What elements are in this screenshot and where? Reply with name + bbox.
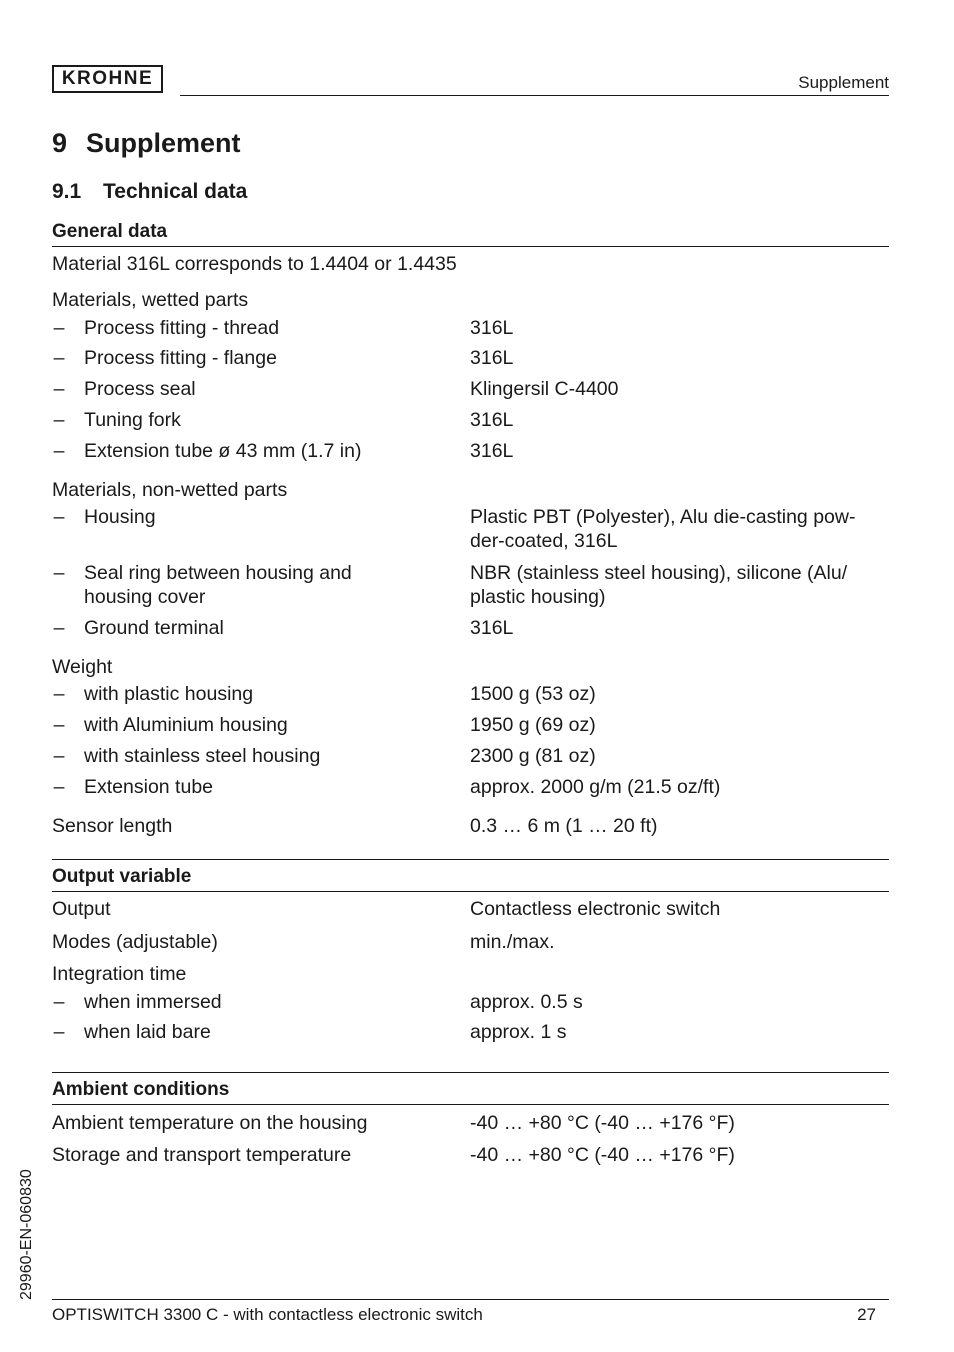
item-value-line-1: NBR (stainless steel housing), silicone (Alu/ xyxy=(470,562,848,584)
list-dash: – xyxy=(53,317,65,339)
item-value-line-2: plastic housing) xyxy=(470,586,606,608)
footer-product: OPTISWITCH 3300 C - with contactless electronic switch xyxy=(52,1305,483,1324)
list-dash: – xyxy=(53,683,65,705)
nonwetted-parts-title: Materials, non-wetted parts xyxy=(52,479,288,501)
list-dash: – xyxy=(53,506,65,528)
output-variable-rule xyxy=(52,891,889,892)
list-dash: – xyxy=(53,991,65,1013)
modes-value: min./max. xyxy=(470,931,555,953)
ambient-conditions-rule xyxy=(52,1104,889,1105)
list-dash: – xyxy=(53,409,65,431)
general-data-heading: General data xyxy=(52,221,168,242)
item-label: with plastic housing xyxy=(84,683,254,705)
item-value: 1950 g (69 oz) xyxy=(470,714,596,736)
output-value: Contactless electronic switch xyxy=(470,898,721,920)
list-item xyxy=(52,505,889,553)
item-label: with Aluminium housing xyxy=(84,714,288,736)
general-data-rule xyxy=(52,246,889,247)
item-value: 316L xyxy=(470,347,514,369)
modes-label: Modes (adjustable) xyxy=(52,931,218,953)
krohne-logo xyxy=(52,65,163,93)
output-label: Output xyxy=(52,898,111,920)
sensor-length-value: 0.3 … 6 m (1 … 20 ft) xyxy=(470,815,658,837)
item-value: approx. 0.5 s xyxy=(470,991,583,1013)
list-dash: – xyxy=(53,440,65,462)
output-variable-heading: Output variable xyxy=(52,866,192,887)
item-value: 1500 g (53 oz) xyxy=(470,683,596,705)
section-title: Technical data xyxy=(103,180,248,203)
weight-title: Weight xyxy=(52,656,113,678)
ambient-conditions-heading: Ambient conditions xyxy=(52,1079,230,1100)
item-value: approx. 1 s xyxy=(470,1021,567,1043)
row-label: Ambient temperature on the housing xyxy=(52,1112,368,1134)
list-dash: – xyxy=(53,776,65,798)
item-label: Extension tube ø 43 mm (1.7 in) xyxy=(84,440,362,462)
item-value: 2300 g (81 oz) xyxy=(470,745,596,767)
list-dash: – xyxy=(53,617,65,639)
chapter-number: 9 xyxy=(52,128,68,158)
list-dash: – xyxy=(53,378,65,400)
item-label: Ground terminal xyxy=(84,617,224,639)
section-heading xyxy=(52,180,247,204)
item-value: 316L xyxy=(470,409,514,431)
sensor-length-label: Sensor length xyxy=(52,815,173,837)
item-value: 316L xyxy=(470,317,514,339)
footer-rule xyxy=(52,1299,889,1300)
item-label: Process seal xyxy=(84,378,196,400)
item-label: with stainless steel housing xyxy=(84,745,321,767)
ambient-conditions-top-rule xyxy=(52,1072,889,1073)
list-item xyxy=(52,561,889,609)
item-label: Process fitting - thread xyxy=(84,317,280,339)
chapter-heading xyxy=(52,128,241,159)
wetted-parts-title: Materials, wetted parts xyxy=(52,289,249,311)
row-label: Storage and transport temperature xyxy=(52,1144,352,1166)
row-value: -40 … +80 °C (-40 … +176 °F) xyxy=(470,1112,735,1134)
item-value-line-2: der-coated, 316L xyxy=(470,530,618,552)
item-label-line-2: housing cover xyxy=(84,586,206,608)
item-value: approx. 2000 g/m (21.5 oz/ft) xyxy=(470,776,721,798)
material-note: Material 316L corresponds to 1.4404 or 1.4435 xyxy=(52,253,457,275)
item-label: Process fitting - flange xyxy=(84,347,277,369)
page-number: 27 xyxy=(857,1305,876,1324)
list-dash: – xyxy=(53,714,65,736)
item-value: 316L xyxy=(470,440,514,462)
list-dash: – xyxy=(53,562,65,584)
item-label: Tuning fork xyxy=(84,409,181,431)
item-value: Klingersil C-4400 xyxy=(470,378,619,400)
integration-time-title: Integration time xyxy=(52,963,187,985)
chapter-title: Supplement xyxy=(86,128,241,158)
output-variable-top-rule xyxy=(52,859,889,860)
item-value: 316L xyxy=(470,617,514,639)
item-value-line-1: Plastic PBT (Polyester), Alu die-casting pow- xyxy=(470,506,856,528)
item-label: Extension tube xyxy=(84,776,214,798)
running-header: Supplement xyxy=(798,73,889,92)
item-label-line-1: Seal ring between housing and xyxy=(84,562,352,584)
list-dash: – xyxy=(53,347,65,369)
section-number: 9.1 xyxy=(52,180,82,203)
item-label: when immersed xyxy=(84,991,222,1013)
list-dash: – xyxy=(53,745,65,767)
item-label: when laid bare xyxy=(84,1021,211,1043)
item-label: Housing xyxy=(84,506,156,528)
row-value: -40 … +80 °C (-40 … +176 °F) xyxy=(470,1144,735,1166)
logo-text: KROHNE xyxy=(61,68,154,89)
header-rule xyxy=(180,95,889,96)
list-dash: – xyxy=(53,1021,65,1043)
document-id: 29960-EN-060830 xyxy=(18,1169,35,1300)
